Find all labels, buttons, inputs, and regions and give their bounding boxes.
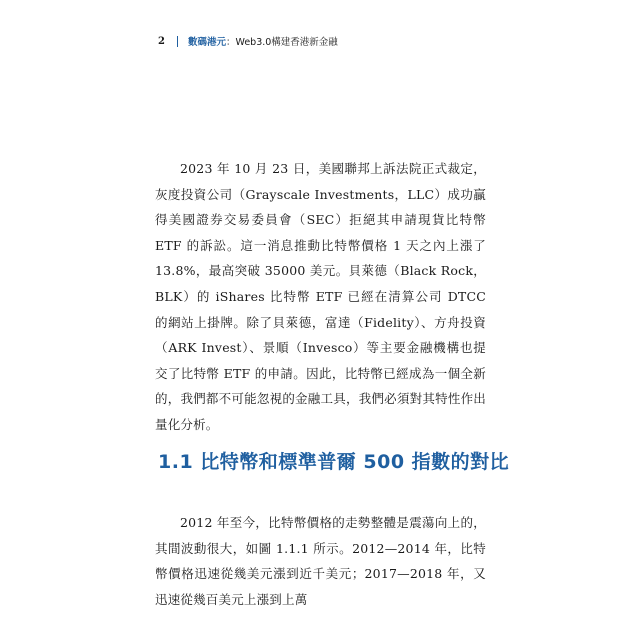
body-paragraph-2: 2012 年至今，比特幣價格的走勢整體是震蕩向上的，其間波動很大，如圖 1.1.1 所示。2012—2014 年，比特幣價格迅速從幾美元漲到近千美元；2017—2018 年，又迅速從幾百美元上漲到上萬 (155, 515, 486, 607)
header-divider (177, 36, 178, 47)
section-heading: 1.1 比特幣和標準普爾 500 指數的對比 (158, 451, 510, 473)
book-title (188, 34, 338, 48)
running-head (158, 34, 338, 48)
book-title-rest: ：Web3.0構建香港新金融 (225, 37, 338, 48)
book-title-accent: 數碼港元 (187, 37, 226, 48)
page-number: 2 (158, 35, 165, 47)
body-paragraph-1: 2023 年 10 月 23 日，美國聯邦上訴法院正式裁定，灰度投資公司（Grayscale Investments，LLC）成功贏得美國證券交易委員會（SEC）拒絕其申請現貨比特幣 ETF 的訴訟。這一消息推動比特幣價格 1 天之內上漲了 13.8%，最高突破 35000 美元。貝萊德（Black Rock，BLK）的 iShares 比特幣 ETF 已經在清算公司 DTCC 的網站上掛牌。除了貝萊德，富達（Fidelity）、方舟投資（ARK Invest）、景順（Invesco）等主要金融機構也提交了比特幣 ETF 的申請。因此，比特幣已經成為一個全新的，我們都不可能忽視的金融工具，我們必須對其特性作出量化分析。 (155, 161, 486, 432)
